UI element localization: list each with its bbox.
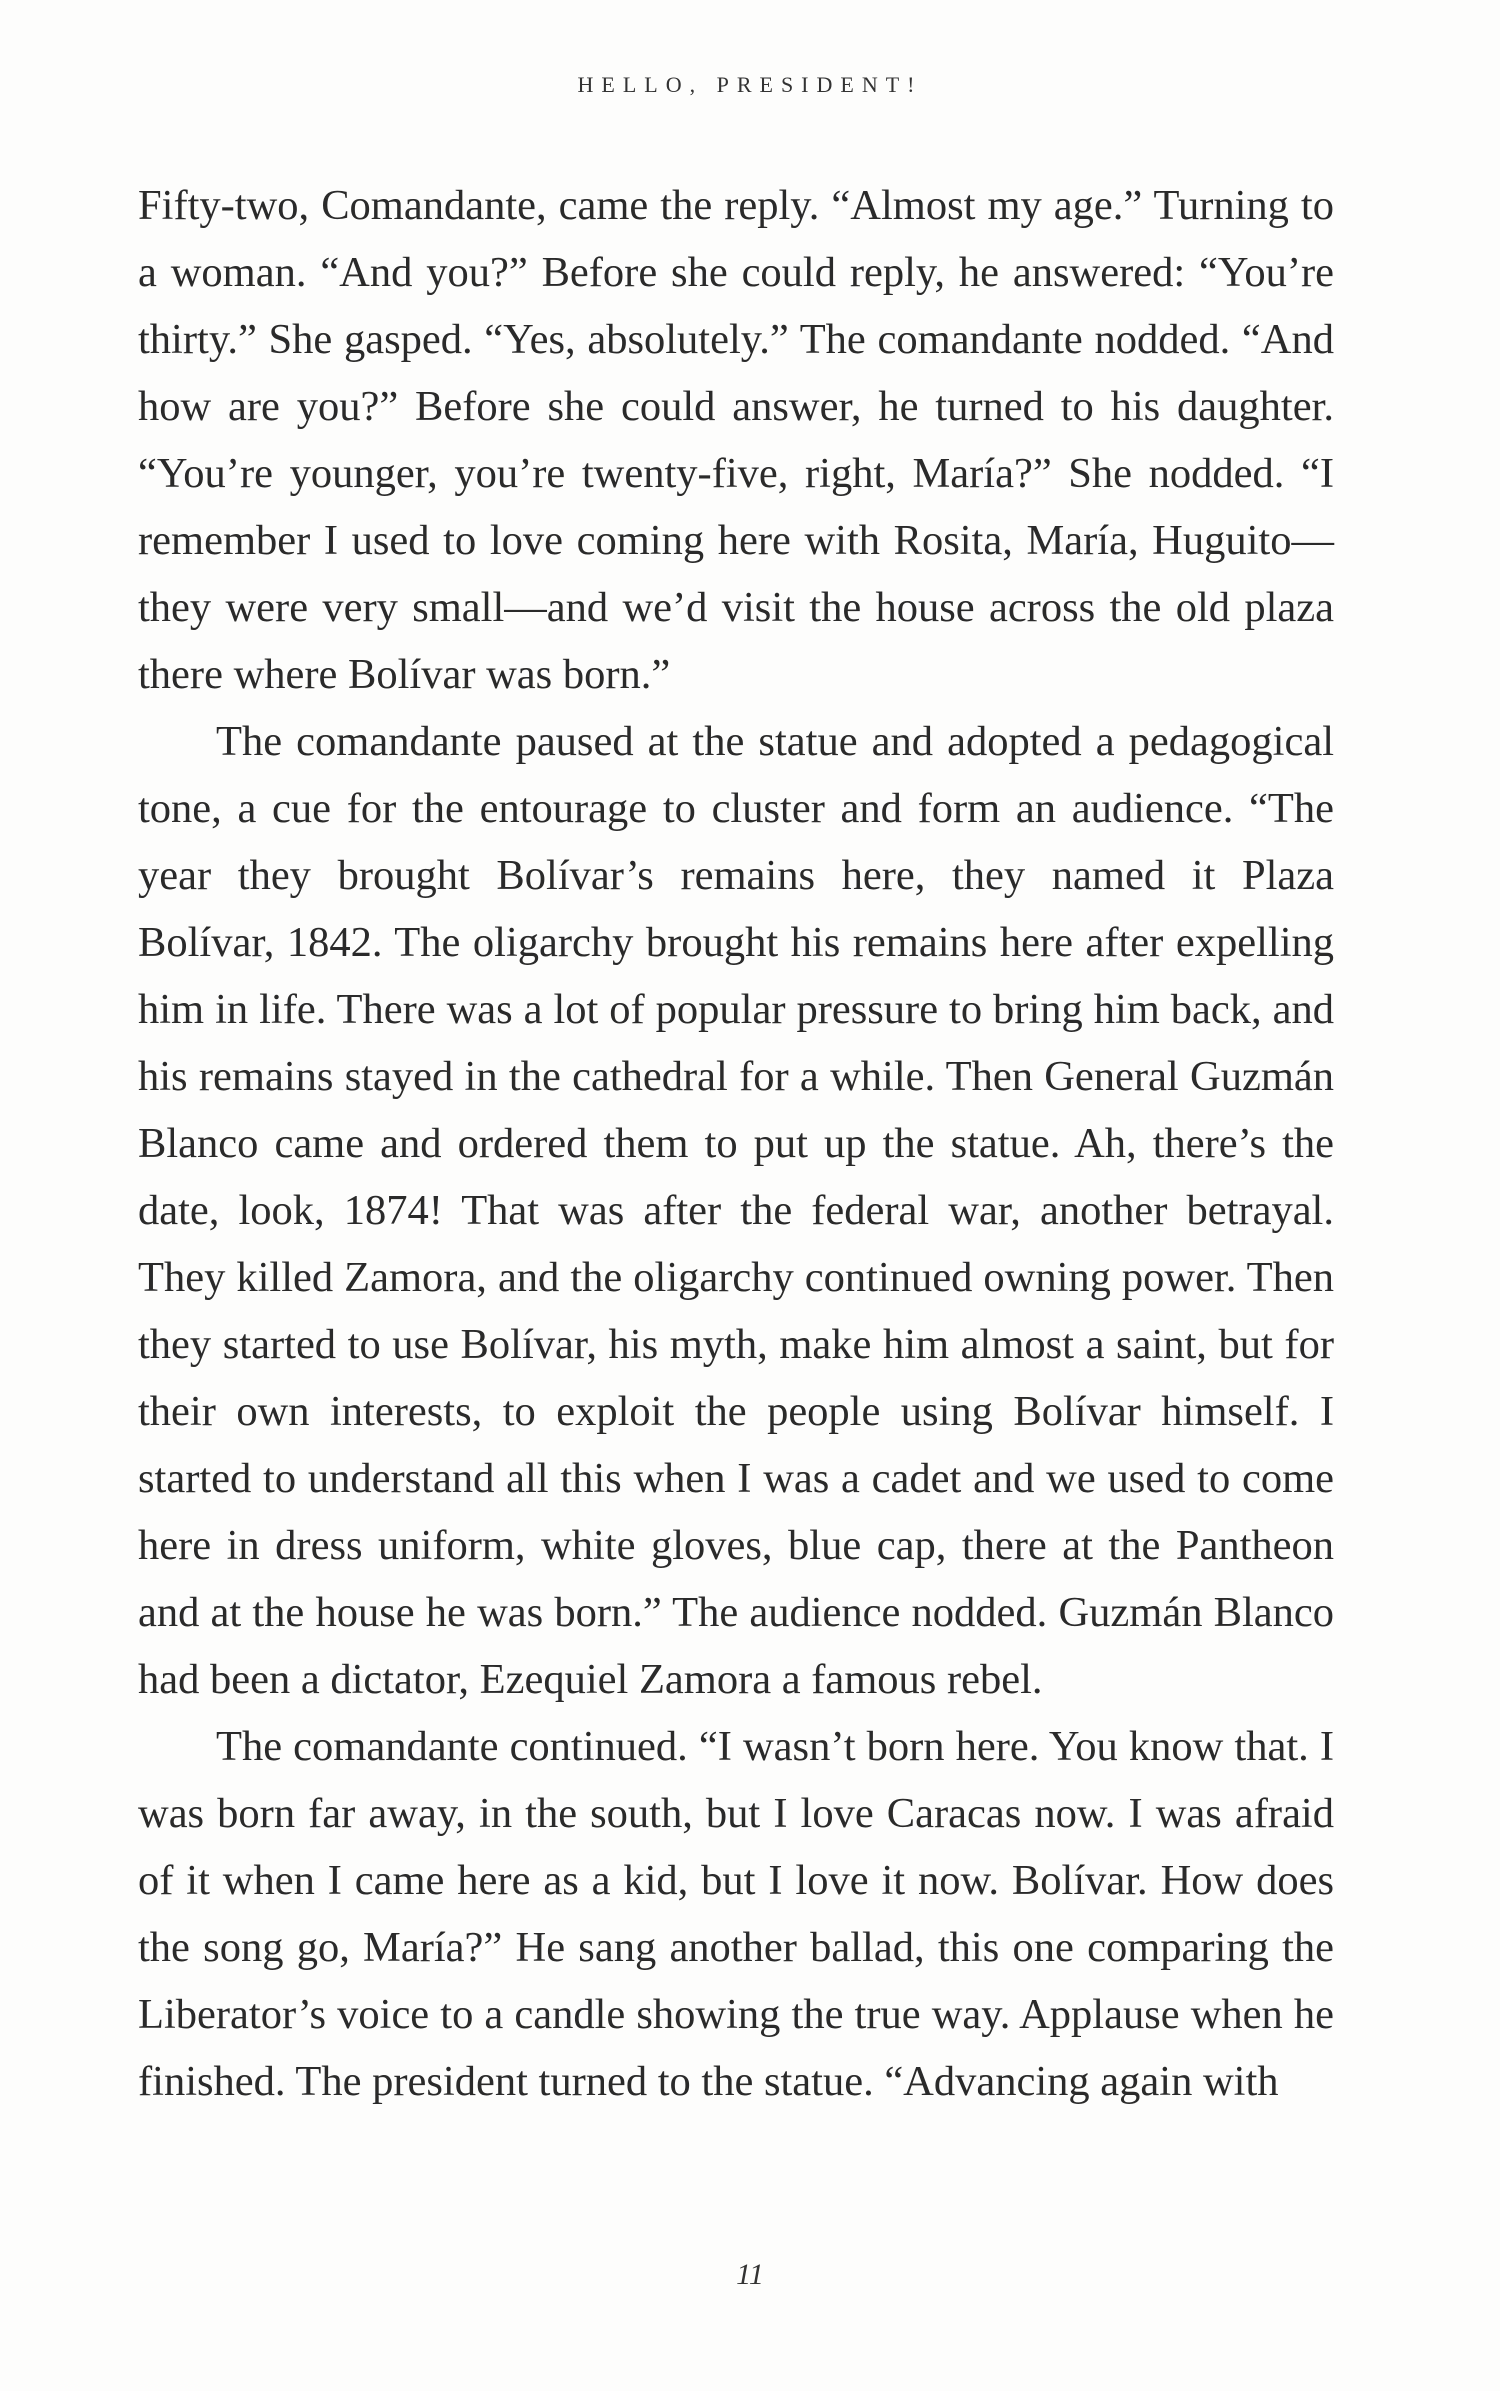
paragraph-3: The comandante continued. “I wasn’t born here. You know that. I was born far away, in the south, but I love Caracas now. I was afraid of it when I came here as a kid, but I love it now. Bolívar. How does the song go, María?” He sang another ballad, this one comparing the Liberator’s voice to a candle showing the true way. Applause when he finished. The president turned to the statue. “Advancing again with xyxy=(138,1723,1334,2105)
paragraph-1: Fifty-two, Comandante, came the reply. “Almost my age.” Turning to a woman. “And you?” Before she could reply, he answered: “You’re thirty.” She gasped. “Yes, absolutely.” The comandante nodded. “And how are you?” Before she could answer, he turned to his daughter. “You’re younger, you’re twenty-five, right, María?” She nodded. “I remember I used to love coming here with Rosita, María, Huguito—they were very small—and we’d visit the house across the old plaza there where Bolívar was born.” xyxy=(138,182,1334,698)
body-text xyxy=(138,172,1334,2115)
page-number: 11 xyxy=(736,2258,764,2291)
paragraph-2: The comandante paused at the statue and adopted a pedagogical tone, a cue for the entourage to cluster and form an audience. “The year they brought Bolívar’s remains here, they named it Plaza Bolívar, 1842. The oligarchy brought his remains here after expelling him in life. There was a lot of popular pressure to bring him back, and his remains stayed in the cathedral for a while. Then General Guzmán Blanco came and ordered them to put up the statue. Ah, there’s the date, look, 1874! That was after the federal war, another betrayal. They killed Zamora, and the oligarchy continued owning power. Then they started to use Bolívar, his myth, make him almost a saint, but for their own interests, to exploit the people using Bolívar himself. I started to understand all this when I was a cadet and we used to come here in dress uniform, white gloves, blue cap, there at the Pantheon and at the house he was born.” The audience nodded. Guzmán Blanco had been a dictator, Ezequiel Zamora a famous rebel. xyxy=(138,718,1334,1703)
running-head: HELLO, PRESIDENT! xyxy=(577,72,923,97)
